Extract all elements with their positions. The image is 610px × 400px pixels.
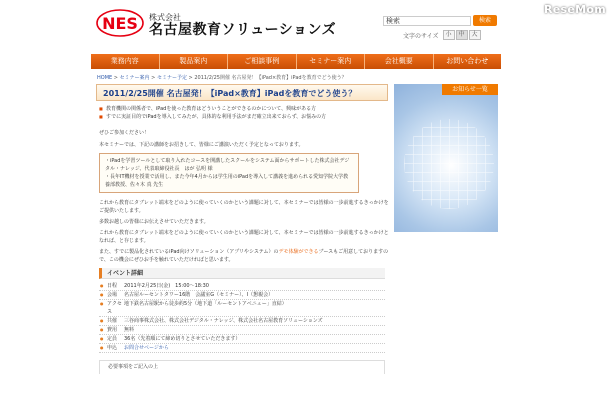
row-value: 無料: [124, 327, 135, 333]
body-paragraph-2: 多数お越しの皆様にお伝えさせていただきます。: [99, 219, 209, 225]
target-bullet-2: ■ すでに実証目的でiPadを導入してみたが、具体的な利用手法がまだ確立出来ておらず、お悩みの方: [99, 113, 389, 121]
font-size-label: 文字のサイズ: [403, 32, 439, 40]
search-input[interactable]: 検索: [383, 16, 471, 26]
font-size-switcher: [403, 30, 481, 40]
breadcrumb-seminar[interactable]: セミナー案内: [119, 75, 150, 81]
target-bullet-1: ■ 教育機関の関係者で、iPadを使った教育はどういうことができるのかについて、興味がある方: [99, 105, 389, 113]
event-details-heading: イベント詳細: [99, 268, 385, 279]
speaker-2: ・長年IT機材を授業で活用し、また今年4月からは学生用のiPadを導入して講義を進められる愛知学院大学教養部教授、佐々木 真 先生: [105, 174, 349, 188]
breadcrumb-current: 2011/2/25開催 名古屋発！【iPad×教育】iPadを教育でどう使う？: [194, 75, 347, 81]
row-key: ● 費用: [99, 326, 124, 334]
nav-item-company[interactable]: 会社概要: [365, 54, 434, 69]
breadcrumb-schedule[interactable]: セミナー予定: [156, 75, 187, 81]
row-value: 三谷商事株式会社、株式会社デジタル・ナレッジ、株式会社名古屋教育ソリューションズ: [124, 318, 323, 324]
page-title-bar: [96, 84, 388, 101]
intro-paragraph-1: ぜひご参加ください！: [99, 130, 150, 136]
svg-text:NES: NES: [102, 14, 138, 33]
body-paragraph-1: これから教育にタブレット端末をどのように使っていくのかという課題に対して、本セミナーでは皆様の一歩前進するきっかけをご提供いたします。: [99, 200, 389, 214]
row-value: 2011年2月25日(金) 15:00～18:30: [124, 283, 209, 289]
demo-text-c: ブースもご用意しておりますので、この機会にぜひお手を触れていただければと思います。: [99, 249, 389, 263]
row-key: ● 申込: [99, 344, 124, 352]
demo-highlight: デモ体験ができる: [278, 249, 319, 255]
breadcrumb-home[interactable]: HOME: [97, 75, 113, 81]
speaker-1: ・iPadを学習ツールとして取り入れたコースを開講したスクールをシステム面からサポートした株式会社デジタル・ナレッジ、代表取締役社長 はが 弘明 様: [105, 158, 350, 172]
table-row: [99, 344, 385, 353]
globe-graphic: [404, 119, 494, 209]
company-title: 名古屋教育ソリューションズ: [149, 22, 337, 38]
global-nav: [91, 54, 501, 69]
news-list-button[interactable]: お知らせ一覧: [442, 84, 498, 95]
table-row: [99, 291, 385, 300]
application-note-box: 必要事項をご記入の上: [99, 360, 385, 374]
page-title: 2011/2/25開催 名古屋発！【iPad×教育】iPadを教育でどう使う？: [103, 89, 357, 98]
nav-item-services[interactable]: 業務内容: [91, 54, 160, 69]
company-name[interactable]: [149, 13, 336, 38]
table-row: [99, 282, 385, 291]
row-value: [124, 344, 385, 352]
body-paragraph-3: これから教育にタブレット端末をどのように使っていくのかという課題に対して、本セミナーでは皆様の一歩前進するきっかけとなれば、と存じます。: [99, 230, 389, 244]
table-row: [99, 300, 385, 317]
event-details-table: [99, 282, 385, 353]
font-size-medium-button[interactable]: 中: [456, 30, 468, 40]
search-button[interactable]: 検索: [473, 15, 497, 26]
row-key: ● アクセス: [99, 300, 124, 316]
row-key: ● 日程: [99, 282, 124, 290]
table-row: [99, 326, 385, 335]
row-key: ● 共催: [99, 317, 124, 325]
nav-item-contact[interactable]: お問い合わせ: [434, 54, 502, 69]
row-value: 36名（先着順にて締め切りとさせていただきます）: [124, 336, 241, 342]
body-paragraph-4: [99, 248, 389, 264]
news-banner[interactable]: [394, 84, 498, 232]
site-header: [91, 0, 501, 52]
demo-text-a: また、すでに製品化されているiPad向けソリューション（アプリやシステム）の: [99, 249, 279, 255]
nav-item-products[interactable]: 製品案内: [160, 54, 229, 69]
font-size-small-button[interactable]: 小: [443, 30, 455, 40]
contact-page-link[interactable]: お問合せページから: [124, 345, 169, 351]
nes-logo[interactable]: [95, 8, 145, 38]
main-content: [99, 105, 389, 374]
table-row: [99, 317, 385, 326]
breadcrumb: HOME > セミナー案内 > セミナー予定 > 2011/2/25開催 名古屋発！【iPad×教育】iPadを教育でどう使う？: [97, 75, 347, 81]
intro-paragraph-2: 本セミナーでは、下記の講師をお招きして、皆様にご講演いただく予定となっております。: [99, 142, 304, 148]
nav-item-cases[interactable]: ご相談事例: [228, 54, 297, 69]
nav-item-seminars[interactable]: セミナー案内: [297, 54, 366, 69]
resemom-watermark: ReseMom: [543, 3, 606, 16]
row-value: 地下鉄名古屋駅から徒歩約5分（地下道「ルーセントアベニュー」直結）: [124, 301, 287, 307]
speakers-box: [99, 153, 359, 193]
row-key: ● 定員: [99, 335, 124, 343]
table-row: [99, 335, 385, 344]
page: [91, 0, 501, 400]
company-prefix: 株式会社: [149, 13, 181, 22]
font-size-large-button[interactable]: 大: [469, 30, 481, 40]
row-value: 名古屋ルーセントタワー16階 会議室G（セミナー）、I（懇親会）: [124, 292, 274, 298]
row-key: ● 会場: [99, 291, 124, 299]
